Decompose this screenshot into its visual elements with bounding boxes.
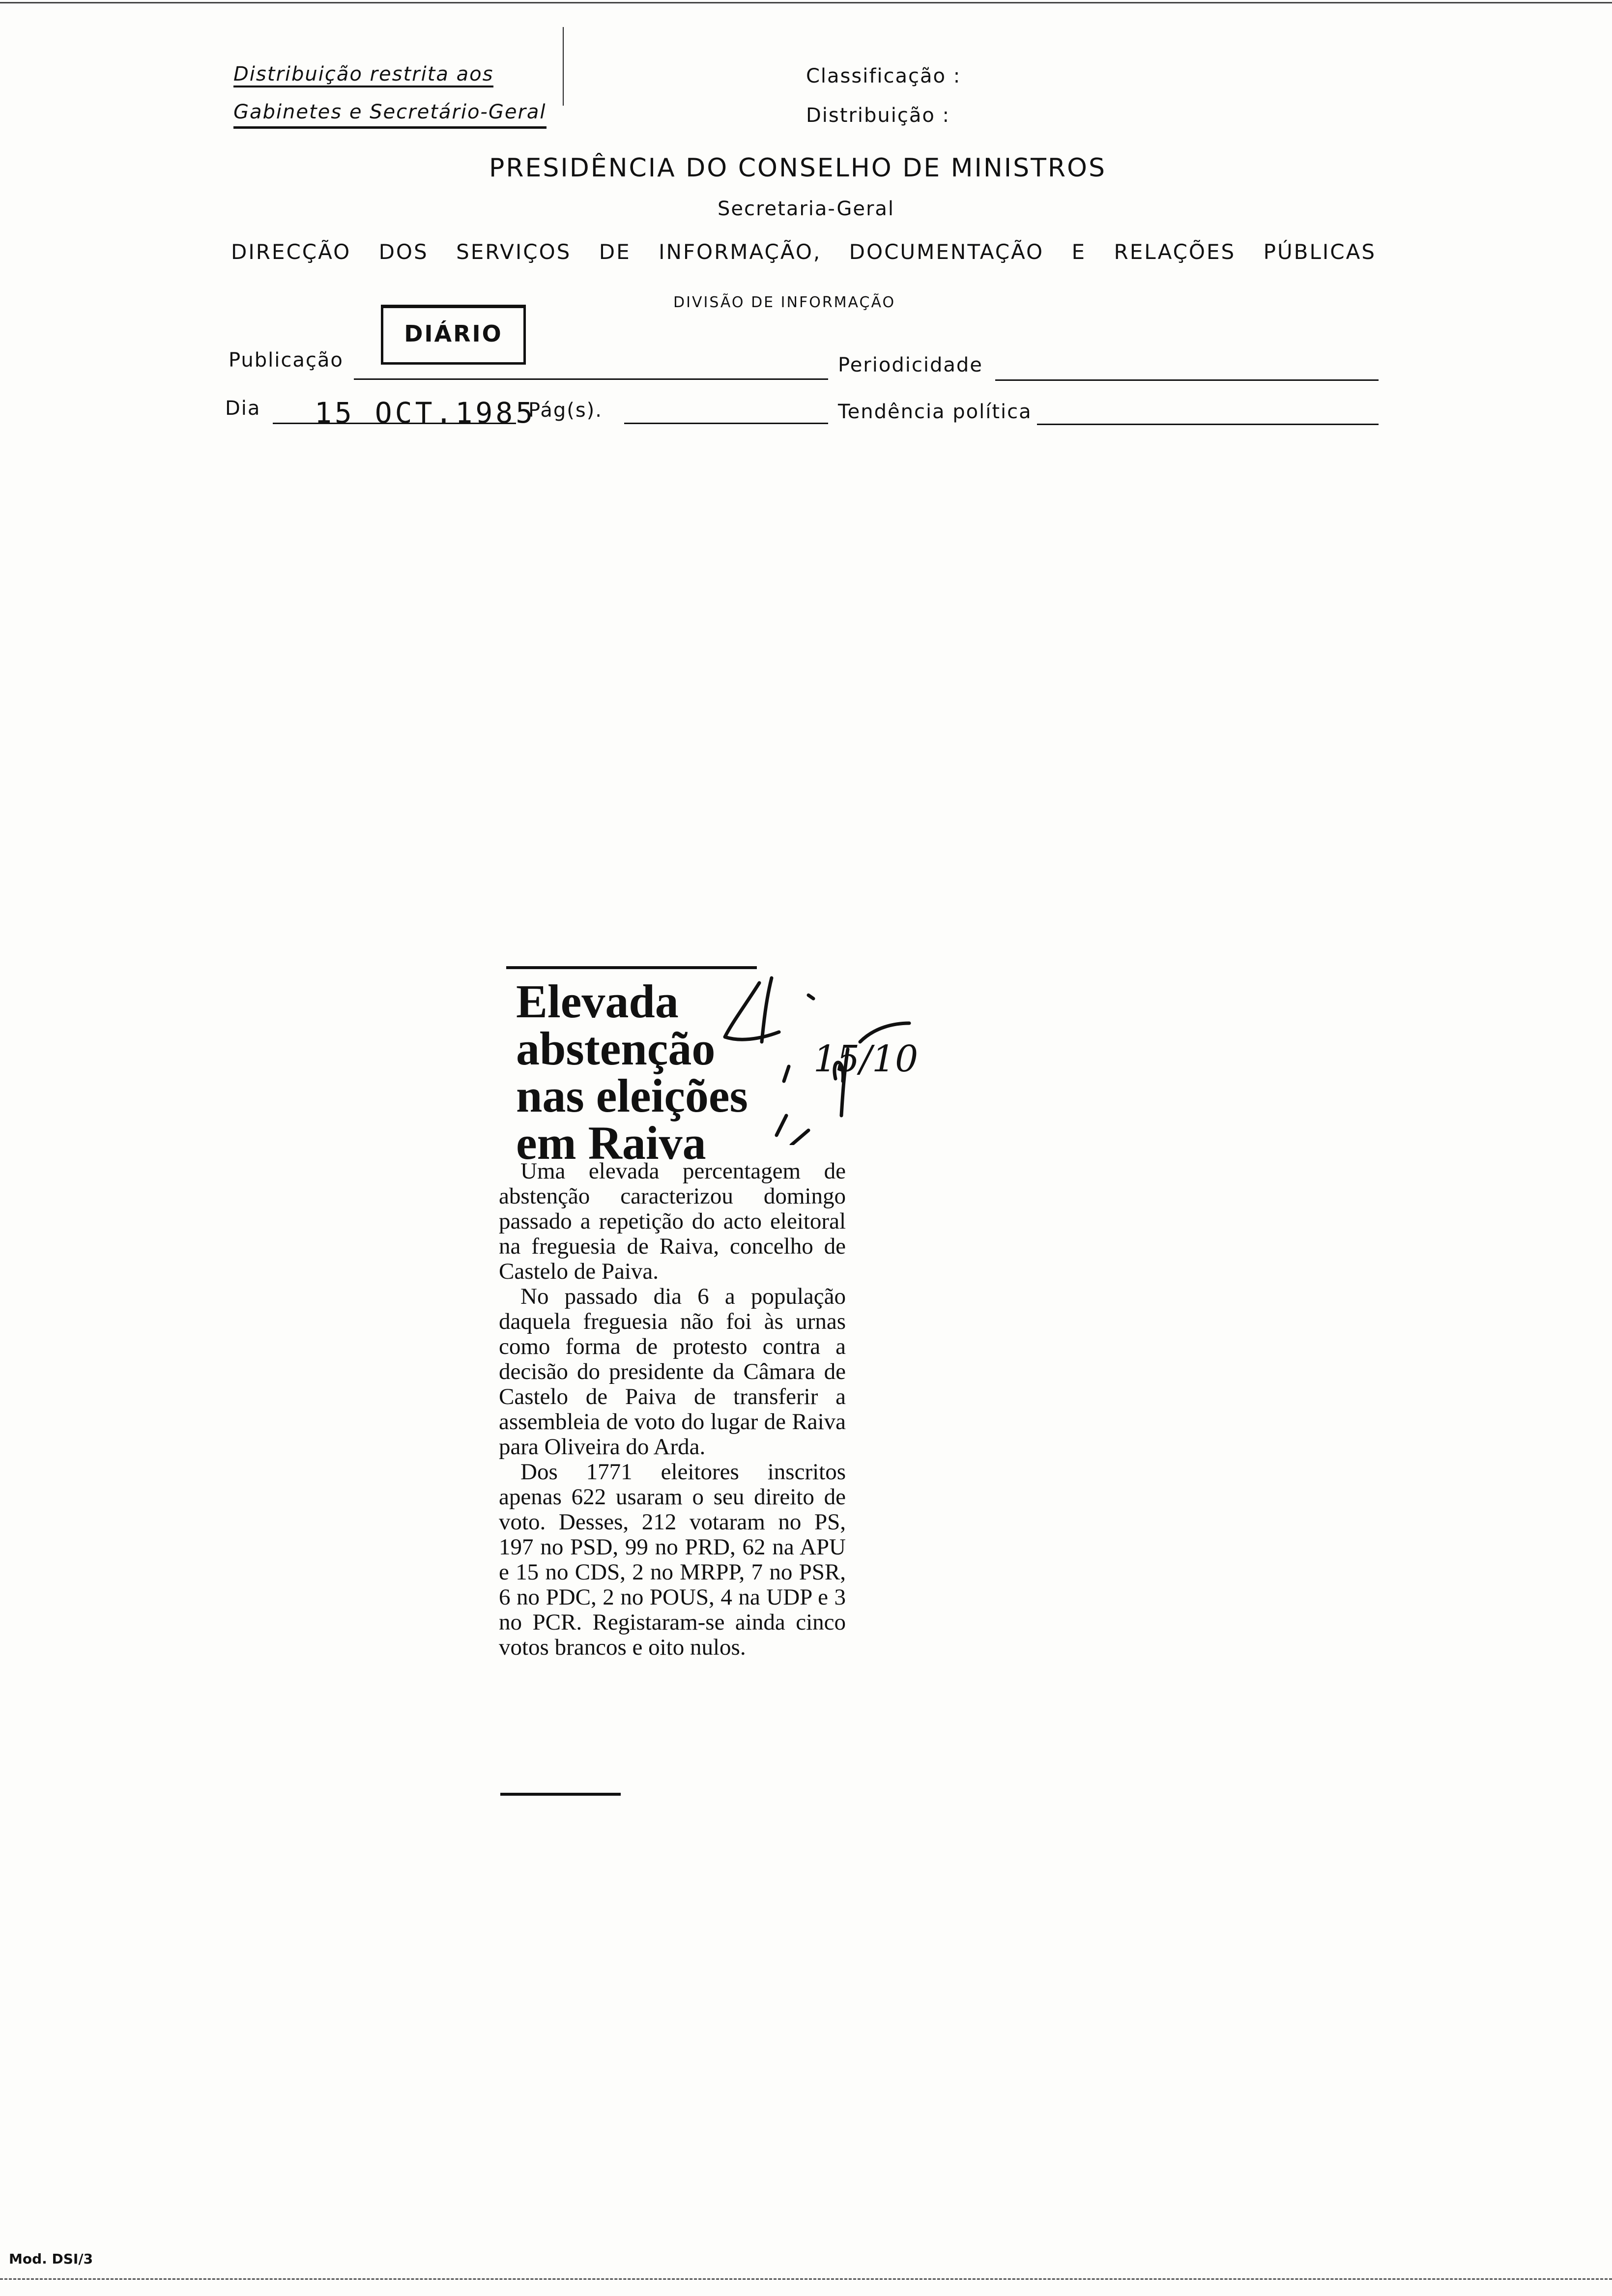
headline-line-4: em Raiva [516,1117,706,1169]
political-tendency-line [1037,424,1379,425]
handwritten-date: 15/10 [813,1038,919,1080]
pages-line [624,423,828,424]
periodicity-label: Periodicidade [838,354,983,376]
article-paragraph: Dos 1771 eleitores inscritos apenas 622 usaram o seu direito de voto. Desses, 212 votaram no PS, 197 no PSD, 99 no PRD, 62 na APU e 15 no CDS, 2 no MRPP, 7 no PSR, 6 no PDC, 2 no POUS, 4 na UDP e 3 no PCR. Registaram-se ainda cinco votos brancos e oito nulos. [499,1459,846,1660]
day-stamp-value: 15 OCT.1985 [315,396,536,430]
clipping-bottom-rule [500,1793,621,1796]
article-paragraph: Uma elevada percentagem de abstenção caracterizou domingo passado a repetição do acto eleitoral na freguesia de Raiva, concelho de Castelo de Paiva. [499,1158,846,1284]
directorate-line: DIRECÇÃO DOS SERVIÇOS DE INFORMAÇÃO, DOCUMENTAÇÃO E RELAÇÕES PÚBLICAS [231,240,1376,264]
form-code: Mod. DSI/3 [9,2251,93,2267]
division-label: DIVISÃO DE INFORMAÇÃO [673,294,896,311]
political-tendency-label: Tendência política [838,401,1032,423]
pages-label: Pág(s). [528,399,603,422]
page-subtitle: Secretaria-Geral [718,198,895,220]
periodicity-line [995,379,1379,381]
distribution-restricted-line1: Distribuição restrita aos [233,63,493,86]
page-title: PRESIDÊNCIA DO CONSELHO DE MINISTROS [489,153,1106,183]
classification-label: Classificação : [806,65,961,87]
footer-rule [0,2278,1612,2280]
publication-label: Publicação [229,349,344,372]
distribution-restricted-line2: Gabinetes e Secretário-Geral [233,101,547,129]
distribution-label: Distribuição : [806,104,950,127]
publication-stamp [381,305,526,365]
clipping-body [499,1159,846,1660]
headline-line-3: nas eleições [516,1069,748,1122]
handwritten-annotation [713,968,919,1145]
publication-line [354,378,828,380]
top-edge-rule [0,2,1612,3]
day-label: Dia [225,397,261,420]
vertical-separator [563,27,564,106]
article-paragraph: No passado dia 6 a população daquela freguesia não foi às urnas como forma de protesto contra a decisão do presidente da Câmara de Castelo de Paiva de transferir a assembleia de voto do lugar de Raiva para Oliveira do Arda. [499,1284,846,1460]
headline-line-2: abstenção [516,1022,716,1075]
headline-line-1: Elevada [516,975,679,1028]
publication-value: DIÁRIO [404,320,503,347]
